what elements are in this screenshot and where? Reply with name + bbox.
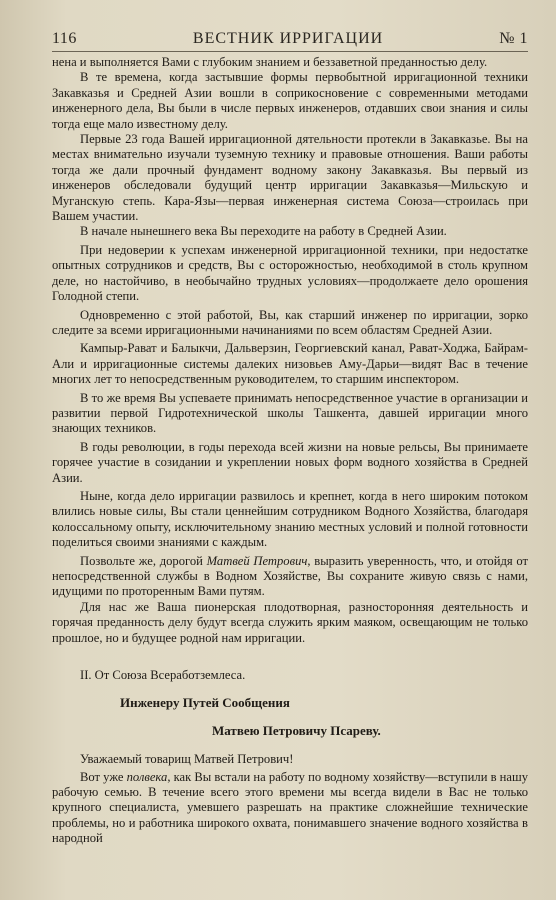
paragraph: Первые 23 года Вашей ирригационной дятельности протекли в Закавказье. Вы на местах внимательно изучали туземную технику и правовые отношения. Ваши работы тогда же дали прочный фундамент водному закону Закавказья. Вы первый из инженеров обследовали будущий центр ирригации Закавказья—Мильскую и Муганскую степь. Кара-Язы—первая инженерная система Союза—строилась при Вашем участии. <box>52 132 528 224</box>
section-heading: II. От Союза Всеработземлеса. <box>80 668 246 683</box>
paragraph: Для нас же Ваша пионерская плодотворная, разносторонняя деятельность и горячая преданность делу будут всегда служить ярким маяком, освещающим не только прошлое, но и будущее родной нам ирригации. <box>52 599 528 645</box>
article-body <box>52 55 528 847</box>
paragraph-text: Вот уже <box>80 769 127 784</box>
greeting: Уважаемый товарищ Матвей Петрович! <box>80 752 294 767</box>
paragraph: В то же время Вы успеваете принимать непосредственное участие в организации и развитии первой Гидротехнической школы Ташкента, давшей ирригации много знающих техников. <box>52 390 528 436</box>
paragraph: При недоверии к успехам инженерной ирригационной техники, при недостатке опытных сотрудников и средств, Вы с осторожностью, необходимой в столь крупном деле, но настойчиво, в необычайно трудных условиях—продолжаете дело орошения Голодной степи. <box>52 242 528 304</box>
paragraph-text: , выразить уверенность, что, и отойдя от непосредственной службы в Водном Хозяйстве, Вы сохраните живую связь с нами, идущими по проторенным Вами путям. <box>52 553 529 599</box>
page-number: 116 <box>52 30 77 47</box>
emphasis-italic: полвека <box>126 769 168 784</box>
addressee-name: Матвею Петровичу Псареву. <box>212 722 381 738</box>
paragraph: В годы революции, в годы перехода всей жизни на новые рельсы, Вы принимаете горячее участие в созидании и укреплении новых форм водного хозяйства в Средней Азии. <box>52 439 528 485</box>
paragraph-text: Позвольте же, дорогой <box>80 553 207 568</box>
addressee-title: Инженеру Путей Сообщения <box>120 695 290 711</box>
paragraph: Кампыр-Рават и Балыкчи, Дальверзин, Георгиевский канал, Рават-Ходжа, Байрам-Али и ирригационные системы далеких низовьев Аму-Дарьи—видят Вас в течение многих лет то непосредственным руководителем, то старшим инспектором. <box>52 341 528 387</box>
running-header <box>52 30 528 52</box>
paragraph-text: , как Вы встали на работу по водному хозяйству—вступили в нашу рабочую семью. В течение всего этого времени мы всегда видели в Вас не только крупного специалиста, умевшего разрешать на практике сложнейшие технические проблемы, но и работника широкого охвата, понимавшего значение водного хозяйства в народной <box>52 769 529 846</box>
addressee-name-italic: Матвей Петрович <box>206 553 308 568</box>
paragraph: Ныне, когда дело ирригации развилось и крепнет, когда в него широким потоком влились новые силы, Вы стали ценнейшим сотрудником Водного Хозяйства, благодаря колоссальному опыту, исключительному знанию местных условий и полной готовности поделиться своими знаниями с каждым. <box>52 488 528 550</box>
journal-title: ВЕСТНИК ИРРИГАЦИИ <box>192 30 384 47</box>
paragraph: В начале нынешнего века Вы переходите на работу в Средней Азии. <box>80 224 447 239</box>
paragraph <box>52 770 528 847</box>
paragraph: Одновременно с этой работой, Вы, как старший инженер по ирригации, зорко следите за всеми ирригационными начинаниями по всем областям Средней Азии. <box>52 307 528 337</box>
paragraph <box>52 554 528 600</box>
paragraph: нена и выполняется Вами с глубоким знанием и беззаветной преданностью делу. <box>52 55 488 69</box>
paragraph: В те времена, когда застывшие формы первобытной ирригационной техники Закавказья и Средней Азии вошли в соприкосновение с современными методами инженерного дела, Вы были в числе первых инженеров, отдавших свои знания и силы тогда еще мало известному делу. <box>52 70 528 131</box>
issue-number: № 1 <box>499 30 528 47</box>
